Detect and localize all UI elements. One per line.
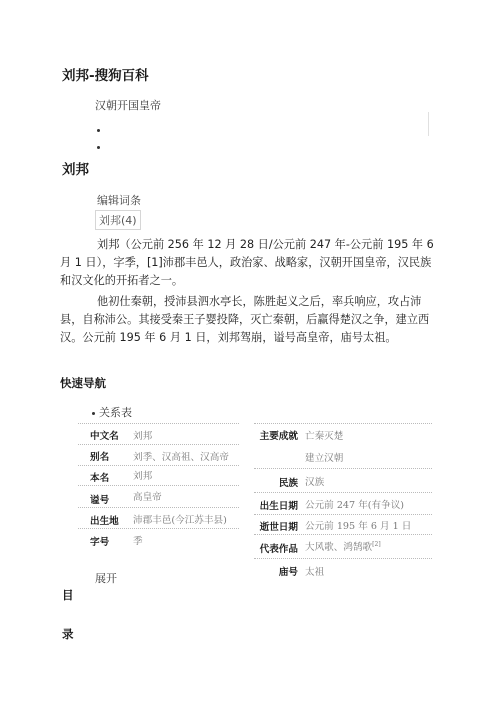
info-key: 别名: [90, 452, 110, 463]
info-key: 本名: [90, 473, 110, 484]
info-value: 建立汉朝: [305, 453, 344, 464]
infobox-right: [254, 423, 432, 579]
info-row: [254, 423, 432, 446]
info-row: [78, 444, 239, 465]
divider: [428, 112, 429, 136]
info-key: 谥号: [90, 495, 110, 506]
info-key: 出生日期: [259, 501, 298, 512]
info-value: 公元前 195 年 6 月 1 日: [305, 521, 412, 532]
info-value: 高皇帝: [133, 492, 162, 503]
info-value: 太祖: [305, 567, 325, 578]
intro-paragraph-2: 他初仕秦朝，授沛县泗水亭长，陈胜起义之后，率兵响应，攻占沛县，自称沛公。其接受秦王子婴投降，灭亡秦朝，后赢得楚汉之争，建立西汉。公元前 195 年 6 月 1 日，刘邦驾崩，谥号高皇帝，庙号太祖。: [60, 295, 430, 344]
citation[interactable]: [2]: [372, 540, 381, 548]
info-key: 庙号: [278, 567, 298, 578]
subtitle: 汉朝开国皇帝: [95, 99, 161, 112]
edit-entry-link[interactable]: 编辑词条: [97, 194, 141, 207]
info-value: 沛郡丰邑(今江苏丰县): [133, 515, 227, 526]
info-key: 逝世日期: [259, 522, 298, 533]
info-row: [78, 423, 239, 444]
entry-tag[interactable]: 刘邦(4): [95, 210, 141, 230]
toc-title-part-2: 录: [62, 627, 74, 641]
info-value: 刘邦: [133, 431, 153, 442]
intro-paragraph-1: 刘邦（公元前 256 年 12 月 28 日/公元前 247 年-公元前 195 年 6 月 1 日），字季，[1]沛郡丰邑人，政治家、战略家，汉朝开国皇帝，汉民族和汉文化的开拓者之一。: [60, 238, 434, 287]
info-value: 季: [133, 536, 143, 547]
info-row: [254, 446, 432, 468]
bullet: [92, 412, 95, 415]
toc-title-part-1: 目: [62, 588, 74, 602]
info-row: [78, 528, 239, 553]
info-key: 代表作品: [259, 544, 298, 555]
info-value-text: 大风歌、鸿鹄歌: [305, 542, 373, 553]
info-row: [254, 468, 432, 492]
info-row: [254, 534, 432, 558]
info-key: 中文名: [90, 431, 119, 442]
info-row: [254, 514, 432, 534]
info-key: 民族: [278, 478, 298, 489]
info-key: 主要成就: [259, 431, 298, 442]
info-row: [78, 507, 239, 528]
page-title: 刘邦-搜狗百科: [62, 68, 149, 84]
info-value: 亡秦灭楚: [305, 431, 344, 442]
info-value: 公元前 247 年(有争议): [305, 500, 405, 511]
info-key: 字号: [90, 537, 110, 548]
info-row: [254, 558, 432, 579]
info-row: [78, 485, 239, 507]
nav-item-relations[interactable]: [92, 404, 132, 420]
quick-nav-title: 快速导航: [60, 376, 106, 390]
info-key: 出生地: [90, 516, 119, 527]
bullet: [97, 146, 100, 149]
infobox-left: [78, 423, 239, 553]
info-value: 刘邦: [133, 471, 153, 482]
info-row: [254, 492, 432, 514]
nav-item-label: 关系表: [99, 406, 132, 419]
info-row: [78, 465, 239, 485]
info-value: 刘季、汉高祖、汉高帝: [133, 452, 229, 463]
bullet: [97, 129, 100, 132]
info-value: [305, 539, 381, 553]
info-value: 汉族: [305, 477, 325, 488]
entry-heading: 刘邦: [62, 162, 89, 178]
expand-button[interactable]: 展开: [95, 572, 117, 585]
